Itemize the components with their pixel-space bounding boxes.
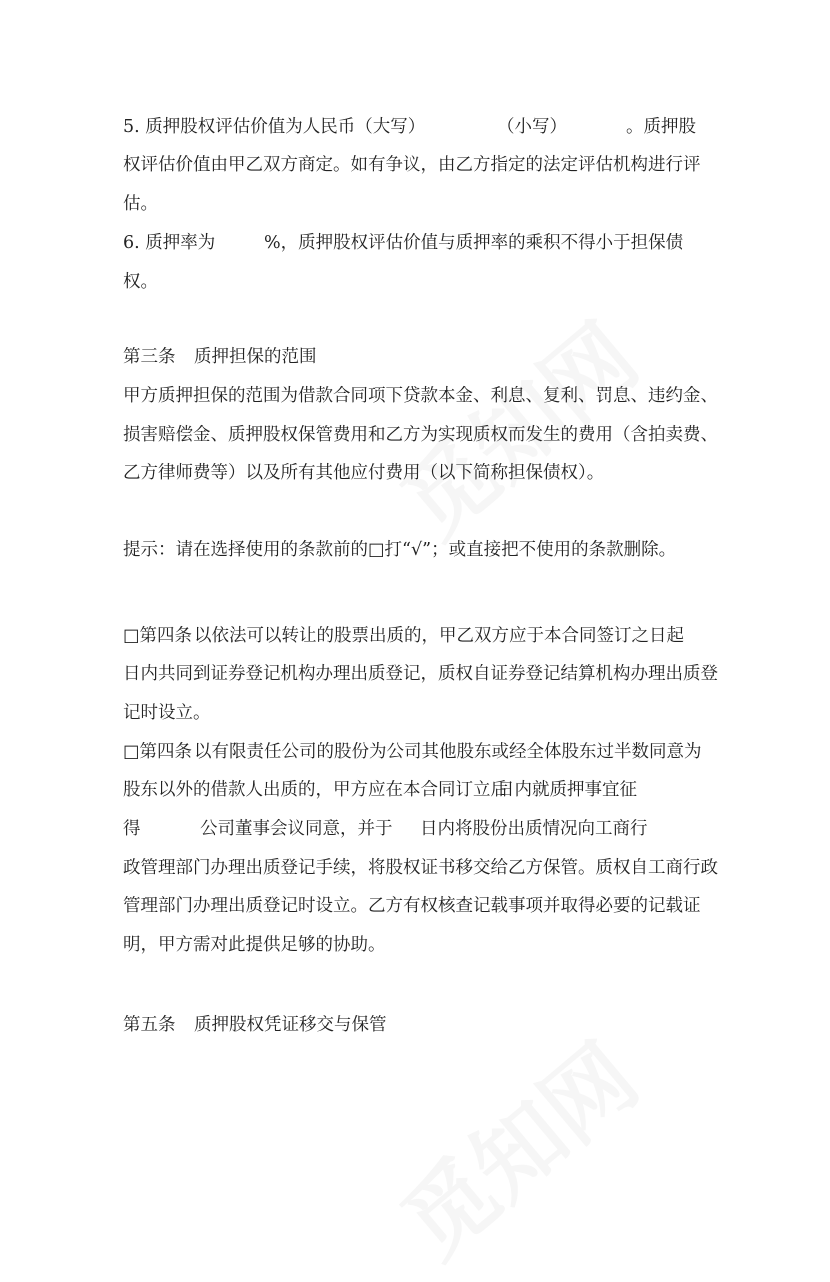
clause-number: 第三条	[123, 347, 176, 367]
text-line: 股东以外的借款人出质的，甲方应在本合同订立后	[123, 780, 508, 800]
text-line: 甲方质押担保的范围为借款合同项下贷款本金、利息、复利、罚息、违约金、	[123, 386, 718, 406]
clause-title: 质押股权凭证移交与保管	[194, 1015, 387, 1035]
text-line: 以有限责任公司的股份为公司其他股东或经全体股东过半数同意为	[194, 742, 702, 762]
text-line: 估。	[123, 194, 158, 214]
text-line: （小写）	[497, 117, 567, 137]
text-line: 日内就质押事宜征	[497, 780, 637, 800]
text-line: 得	[123, 819, 141, 839]
text-line: 以依法可以转让的股票出质的，甲乙双方应于本合同签订之日起	[194, 626, 684, 646]
text-line: 权评估价值由甲乙双方商定。如有争议，由乙方指定的法定评估机构进行评	[123, 155, 701, 175]
watermark	[370, 1008, 660, 1281]
text-line: 损害赔偿金、质押股权保管费用和乙方为实现质权而发生的费用（含拍卖费、	[123, 425, 718, 445]
text-line: 政管理部门办理出质登记手续，将股权证书移交给乙方保管。质权自工商行政	[123, 858, 718, 878]
text-line: 6. 质押率为	[123, 233, 216, 253]
text-line: 5. 质押股权评估价值为人民币（大写）	[123, 117, 426, 137]
clause-title: 质押担保的范围	[194, 347, 317, 367]
text-line: %，质押股权评估价值与质押率的乘积不得小于担保债	[264, 233, 684, 253]
text-line: 乙方律师费等）以及所有其他应付费用（以下简称担保债权）。	[123, 463, 605, 483]
text-line: 。质押股	[626, 117, 696, 137]
text-line: 权。	[123, 272, 158, 292]
text-line: 日内共同到证券登记机构办理出质登记，质权自证券登记结算机构办理出质登	[123, 664, 718, 684]
clause-number: 第五条	[123, 1015, 176, 1035]
clause-number: □第四条	[123, 626, 193, 646]
hint-text: 提示：请在选择使用的条款前的□打“√”；或直接把不使用的条款删除。	[123, 540, 677, 560]
text-line: 记时设立。	[123, 703, 211, 723]
text-line: 公司董事会议同意，并于	[200, 819, 393, 839]
clause-number: □第四条	[123, 742, 193, 762]
text-line: 管理部门办理出质登记时设立。乙方有权核查记载事项并取得必要的记载证	[123, 896, 701, 916]
text-line: 日内将股份出质情况向工商行	[420, 819, 648, 839]
text-line: 明，甲方需对此提供足够的协助。	[123, 935, 386, 955]
